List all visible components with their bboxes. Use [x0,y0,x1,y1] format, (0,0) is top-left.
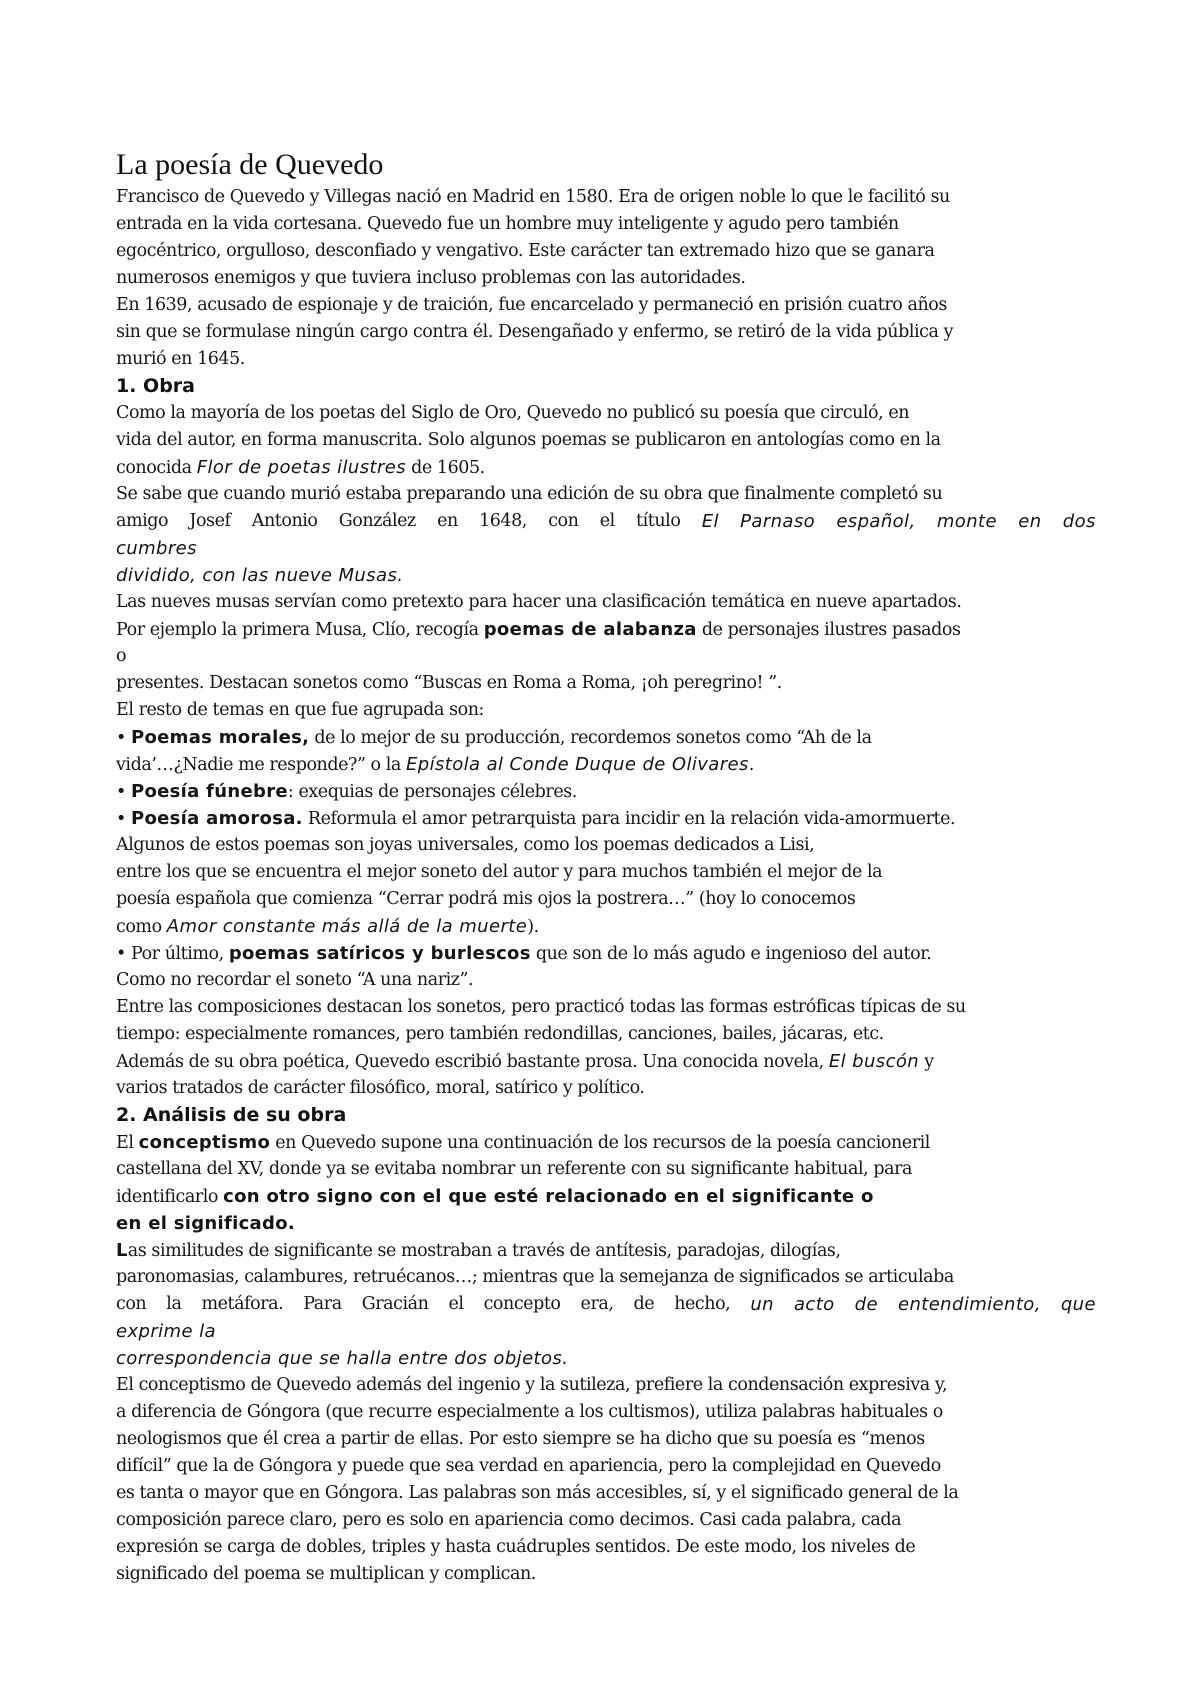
text-span: en Quevedo supone una continuación de los recursos de la poesía cancioneril [270,1133,930,1153]
word: era, [580,1294,614,1314]
italic-word: Parnaso [740,511,816,532]
word: metáfora. [201,1294,284,1314]
emphasis-text: poemas satíricos y burlescos [228,943,531,964]
section-analisis-text [116,1129,1096,1588]
text-line: murió en 1645. [116,349,245,369]
text-line: o [116,646,127,666]
section-heading-analisis: 2. Análisis de su obra [116,1104,347,1126]
text-span: identificarlo [116,1187,224,1207]
emphasis-text: Poemas morales, [131,727,310,748]
text-line [116,1129,1096,1156]
text-line: En 1639, acusado de espionaje y de traición, fue encarcelado y permaneció en prisión cuatro años [116,295,947,315]
text-line: egocéntrico, orgulloso, desconfiado y vengativo. Este carácter tan extremado hizo que se ganara [116,241,935,261]
justified-line [116,1291,1096,1318]
text-line: numerosos enemigos y que tuviera incluso problemas con las autoridades. [116,268,746,288]
text-span: Reformula el amor petrarquista para incidir en la relación vida-amormuerte. [302,809,956,829]
word: 1648, [479,511,527,531]
bullet-item-amorosa [116,805,1096,832]
italic-word: que [1060,1294,1096,1315]
italic-word: El [701,511,719,532]
text-line: El resto de temas en que fue agrupada son: [116,700,484,720]
text-line: Se sabe que cuando murió estaba preparando una edición de su obra que finalmente completó su [116,484,943,504]
justified-line [116,508,1096,535]
section-heading-obra: 1. Obra [116,375,195,397]
text-line: composición parece claro, pero es solo en apariencia como decimos. Casi cada palabra, cada [116,1510,902,1530]
text-line: Como la mayoría de los poetas del Siglo de Oro, Quevedo no publicó su poesía que circuló, en [116,403,910,423]
drop-letter: L [116,1240,128,1261]
text-span: de personajes ilustres pasados [696,620,961,640]
text-span: • Por último, [116,944,229,964]
text-line: castellana del XV, donde ya se evitaba nombrar un referente con su significante habitual, para [116,1159,912,1179]
text-line: Entre las composiciones destacan los sonetos, pero practicó todas las formas estróficas típicas de su [116,997,966,1017]
emphasis-text: con otro signo con el que esté relacionado en el significante o [223,1186,874,1207]
book-title: Epístola al Conde Duque de Olivares [406,754,749,775]
text-span: Además de su obra poética, Quevedo escribió bastante prosa. Una conocida novela, [116,1052,829,1072]
italic-word: monte [936,511,997,532]
word: Gracián [361,1294,429,1314]
intro-paragraph [116,184,1096,373]
text-span: de 1605. [406,458,485,478]
text-line [116,454,1096,481]
text-line [116,1183,1096,1210]
text-span: de lo mejor de su producción, recordemos sonetos como “Ah de la [309,728,872,748]
text-line: varios tratados de carácter filosófico, moral, satírico y político. [116,1078,645,1098]
text-line [116,1237,1096,1264]
text-line: entrada en la vida cortesana. Quevedo fue un hombre muy inteligente y agudo pero también [116,214,899,234]
text-line: expresión se carga de dobles, triples y hasta cuádruples sentidos. De este modo, los niveles de [116,1537,916,1557]
italic-word: entendimiento, [897,1294,1041,1315]
word: amigo [116,511,169,531]
bullet-icon: • [116,782,131,802]
text-line: presentes. Destacan sonetos como “Buscas en Roma a Roma, ¡oh peregrino! ”. [116,673,782,693]
text-line: El conceptismo de Quevedo además del ingenio y la sutileza, prefiere la condensación expresiva y, [116,1375,948,1395]
text-line: significado del poema se multiplican y complican. [116,1564,536,1584]
word: Josef [189,511,231,531]
text-span: : exequias de personajes célebres. [287,782,577,802]
italic-word: un [750,1294,774,1315]
text-line: Francisco de Quevedo y Villegas nació en Madrid en 1580. Era de origen noble lo que le facilitó su [116,187,950,207]
word: concepto [483,1294,561,1314]
text-line: es tanta o mayor que en Góngora. Las palabras son más accesibles, sí, y el significado general de la [116,1483,959,1503]
italic-word: en [1018,511,1042,532]
text-span: as similitudes de significante se mostraban a través de antítesis, paradojas, dilogías, [127,1241,841,1261]
text-span: como [116,917,167,937]
word: Para [303,1294,342,1314]
italic-word: español, [836,511,916,532]
text-line: entre los que se encuentra el mejor soneto del autor y para muchos también el mejor de la [116,862,883,882]
word: título [636,511,681,531]
text-span: conocida [116,458,197,478]
text-line [116,751,1096,778]
text-line: Algunos de estos poemas son joyas universales, como los poemas dedicados a Lisi, [116,835,815,855]
word: en [437,511,458,531]
emphasis-text: poemas de alabanza [483,619,697,640]
bullet-icon: • [116,728,131,748]
book-title-line: dividido, con las nueve Musas. [116,565,404,586]
text-line: neologismos que él crea a partir de ellas. Por esto siempre se ha dicho que su poesía es “menos [116,1429,925,1449]
bullet-item-satiricos [116,940,1096,967]
emphasis-text: Poesía amorosa. [131,808,303,829]
word: González [338,511,416,531]
word: la [166,1294,182,1314]
text-line: sin que se formulase ningún cargo contra él. Desengañado y enfermo, se retiró de la vida pública y [116,322,954,342]
text-line: Las nueves musas servían como pretexto para hacer una clasificación temática en nueve apartados. [116,592,962,612]
word: con [116,1294,147,1314]
text-line: difícil” que la de Góngora y puede que sea verdad en apariencia, pero la complejidad en Quevedo [116,1456,941,1476]
text-span: que son de lo más agudo e ingenioso del autor. [530,944,932,964]
text-span: El [116,1133,139,1153]
book-title-line: cumbres [116,538,197,559]
document-body [116,146,1096,1588]
emphasis-text: conceptismo [138,1132,271,1153]
book-title: Flor de poetas ilustres [196,457,407,478]
text-line: a diferencia de Góngora (que recurre especialmente a los cultismos), utiliza palabras habituales o [116,1402,943,1422]
word: de [633,1294,655,1314]
word: el [599,511,615,531]
section-obra-text [116,400,1096,1102]
text-span: vida’…¿Nadie me responde?” o la [116,755,406,775]
text-span: Por ejemplo la primera Musa, Clío, recogía [116,620,484,640]
text-span: . [748,755,754,775]
text-line [116,913,1096,940]
bullet-item-morales [116,724,1096,751]
word: el [448,1294,464,1314]
emphasis-line: en el significado. [116,1213,295,1234]
italic-word: dos [1062,511,1096,532]
book-title: Amor constante más allá de la muerte [166,916,528,937]
word: con [548,511,579,531]
text-line [116,616,1096,643]
quote-line: exprime la [116,1321,216,1342]
word: hecho, [674,1294,731,1314]
text-line: paronomasias, calambures, retruécanos…; mientras que la semejanza de significados se articulaba [116,1267,954,1287]
quote-line: correspondencia que se halla entre dos objetos. [116,1348,569,1369]
page-title: La poesía de Quevedo [116,148,384,181]
text-line: tiempo: especialmente romances, pero también redondillas, canciones, bailes, jácaras, etc. [116,1024,884,1044]
text-line [116,1048,1096,1075]
text-span: ). [527,917,539,937]
word: Antonio [251,511,318,531]
book-title: El buscón [828,1051,920,1072]
text-span: y [919,1052,934,1072]
bullet-item-funebre [116,778,1096,805]
emphasis-text: Poesía fúnebre [131,781,288,802]
italic-word: de [854,1294,878,1315]
text-line: Como no recordar el soneto “A una nariz”. [116,970,474,990]
bullet-icon: • [116,809,131,829]
text-line: vida del autor, en forma manuscrita. Solo algunos poemas se publicaron en antologías como en la [116,430,941,450]
italic-word: acto [793,1294,835,1315]
text-line: poesía española que comienza “Cerrar podrá mis ojos la postrera…” (hoy lo conocemos [116,889,856,909]
